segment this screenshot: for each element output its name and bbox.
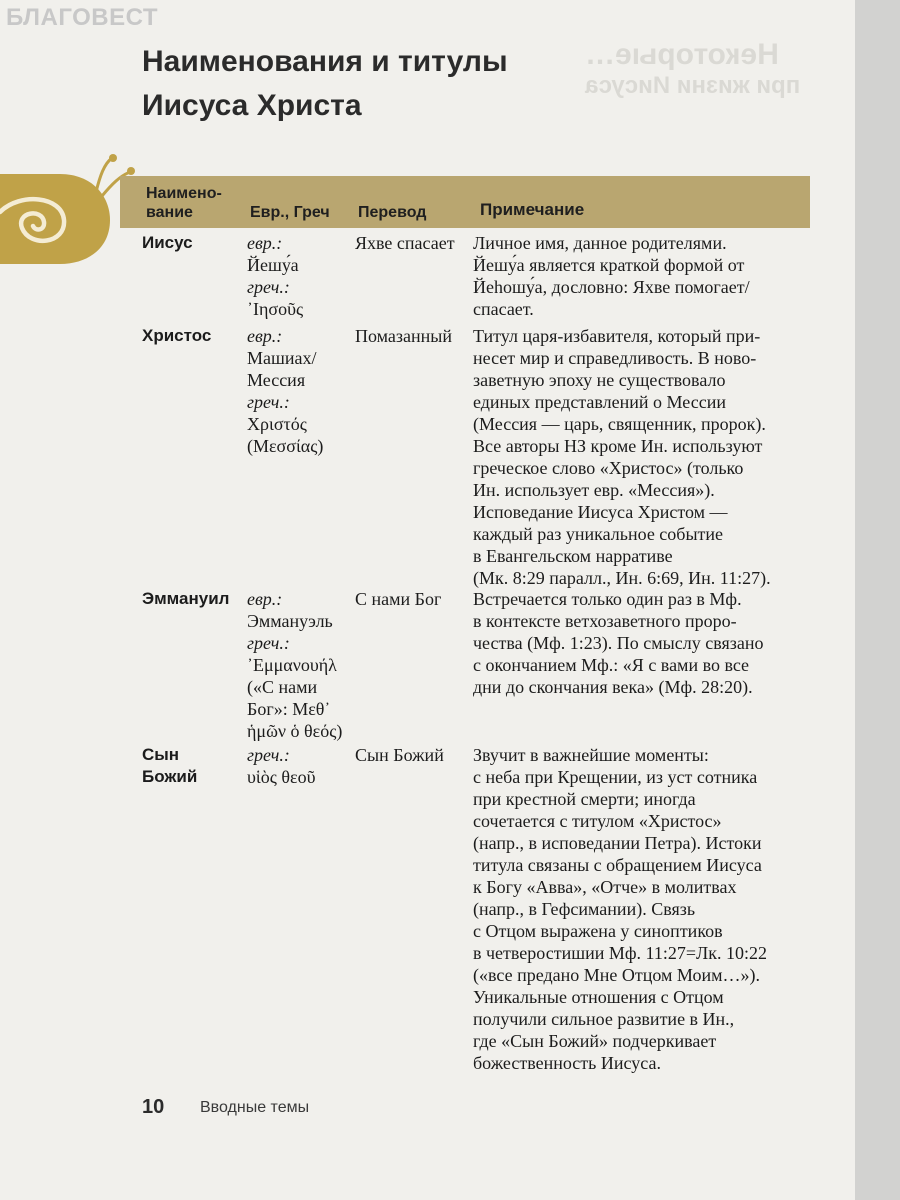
row-name-line: Божий	[142, 767, 198, 786]
note-line: к Богу «Авва», «Отче» в молитвах	[473, 877, 737, 897]
note-line: божественность Иисуса.	[473, 1053, 661, 1073]
note-line: греческое слово «Христос» (только	[473, 458, 744, 478]
note-line: в контексте ветхозаветного проро-	[473, 611, 737, 631]
row-name-line: Эммануил	[142, 589, 230, 608]
note-line: спасает.	[473, 299, 534, 319]
note-line: Ин. использует евр. «Мессия»).	[473, 480, 715, 500]
note-line: каждый раз уникальное событие	[473, 524, 724, 544]
note-line: заветную эпоху не существовало	[473, 370, 726, 390]
note-line: с окончанием Мф.: «Я с вами во все	[473, 655, 750, 675]
row-original	[247, 232, 303, 320]
note-line: Все авторы НЗ кроме Ин. используют	[473, 436, 763, 456]
note-line: чества (Мф. 1:23). По смыслу связано	[473, 633, 764, 653]
translation-line: Помазанный	[355, 326, 453, 346]
language-label: греч.:	[247, 633, 290, 653]
language-label: евр.:	[247, 233, 283, 253]
original-word: Бог»: Μεθ᾿	[247, 699, 331, 719]
note-line: Встречается только один раз в Мф.	[473, 589, 742, 609]
show-through-heading	[585, 38, 800, 100]
row-original	[247, 325, 323, 457]
original-word: ᾿Ιησοῦς	[247, 299, 304, 319]
original-word: υἱὸς θεοῦ	[247, 767, 316, 787]
note-line: Титул царя-избавителя, который при-	[473, 326, 761, 346]
note-line: где «Сын Божий» подчеркивает	[473, 1031, 717, 1051]
note-line: с неба при Крещении, из уст сотника	[473, 767, 758, 787]
translation-line: Сын Божий	[355, 745, 444, 765]
row-translation	[355, 232, 455, 254]
note-line: Йешу́а является краткой формой от	[473, 255, 745, 275]
page-number: 10	[142, 1096, 165, 1118]
original-word: Эммануэль	[247, 611, 333, 631]
note-line: в Евангельском нарративе	[473, 546, 673, 566]
translation-line: С нами Бог	[355, 589, 442, 609]
row-translation	[355, 325, 452, 347]
header-note: Примечание	[480, 200, 585, 219]
running-footer: Вводные темы	[200, 1099, 310, 1116]
note-line: Звучит в важнейшие моменты:	[473, 745, 709, 765]
note-line: единых представлений о Мессии	[473, 392, 726, 412]
original-word: («С нами	[247, 677, 318, 697]
header-original: Евр., Греч	[250, 204, 330, 221]
page-title-line-1: Наименования и титулы	[142, 45, 508, 78]
row-note	[473, 325, 771, 589]
row-name	[142, 232, 193, 254]
note-line: Уникальные отношения с Отцом	[473, 987, 724, 1007]
row-original	[247, 588, 342, 742]
show-through-line-2: при жизни Иисуса	[584, 72, 800, 99]
note-line: Исповедание Иисуса Христом —	[473, 502, 728, 522]
row-original	[247, 744, 315, 788]
note-line: с Отцом выражена у синоптиков	[473, 921, 723, 941]
row-name-line: Христос	[142, 326, 212, 345]
page-title-line-2: Иисуса Христа	[142, 89, 362, 122]
original-word: Йешу́а	[247, 255, 299, 275]
original-word: Мессия	[247, 370, 306, 390]
original-word: Машиах/	[247, 348, 317, 368]
note-line: (напр., в исповедании Петра). Истоки	[473, 833, 762, 853]
note-line: титула связаны с обращением Иисуса	[473, 855, 762, 875]
note-line: в четверостишии Мф. 11:27=Лк. 10:22	[473, 943, 767, 963]
note-line: (Мессия — царь, священник, пророк).	[473, 414, 766, 434]
show-through-line-1: Некоторые…	[584, 38, 779, 71]
language-label: греч.:	[247, 745, 290, 765]
row-name-line: Иисус	[142, 233, 193, 252]
original-word: ἡμῶν ὁ θεός)	[247, 721, 343, 741]
original-word: Χριστός	[247, 414, 307, 434]
note-line: (Мк. 8:29 паралл., Ин. 6:69, Ин. 11:27).	[473, 568, 771, 588]
note-line: при крестной смерти; иногда	[473, 789, 696, 809]
note-line: («все предано Мне Отцом Моим…»).	[473, 965, 760, 985]
note-line: дни до скончания века» (Мф. 28:20).	[473, 677, 753, 697]
note-line: несет мир и справедливость. В ново-	[473, 348, 757, 368]
translation-line: Яхве спасает	[355, 233, 455, 253]
snail-icon	[0, 152, 140, 272]
note-line: получили сильное развитие в Ин.,	[473, 1009, 735, 1029]
row-translation	[355, 588, 441, 610]
row-name	[142, 744, 197, 788]
language-label: евр.:	[247, 589, 283, 609]
page-title	[142, 40, 508, 128]
row-translation	[355, 744, 444, 766]
row-name	[142, 588, 229, 610]
row-name	[142, 325, 211, 347]
note-line: (напр., в Гефсимании). Связь	[473, 899, 696, 919]
watermark-logo: БЛАГОВЕСТ	[6, 4, 159, 31]
row-note	[473, 588, 763, 698]
row-note	[473, 744, 767, 1074]
note-line: сочетается с титулом «Христос»	[473, 811, 722, 831]
language-label: греч.:	[247, 392, 290, 412]
row-name-line: Сын	[142, 745, 180, 764]
original-word: (Μεσσίας)	[247, 436, 324, 456]
page-edge	[855, 0, 900, 1200]
original-word: ᾿Εμμανουήλ	[247, 655, 337, 675]
note-line: Йеhошу́а, дословно: Яхве помогает/	[473, 277, 750, 297]
note-line: Личное имя, данное родителями.	[473, 233, 727, 253]
header-translation: Перевод	[358, 204, 427, 221]
language-label: евр.:	[247, 326, 283, 346]
header-name: Наимено- вание	[146, 185, 222, 221]
language-label: греч.:	[247, 277, 290, 297]
row-note	[473, 232, 750, 320]
